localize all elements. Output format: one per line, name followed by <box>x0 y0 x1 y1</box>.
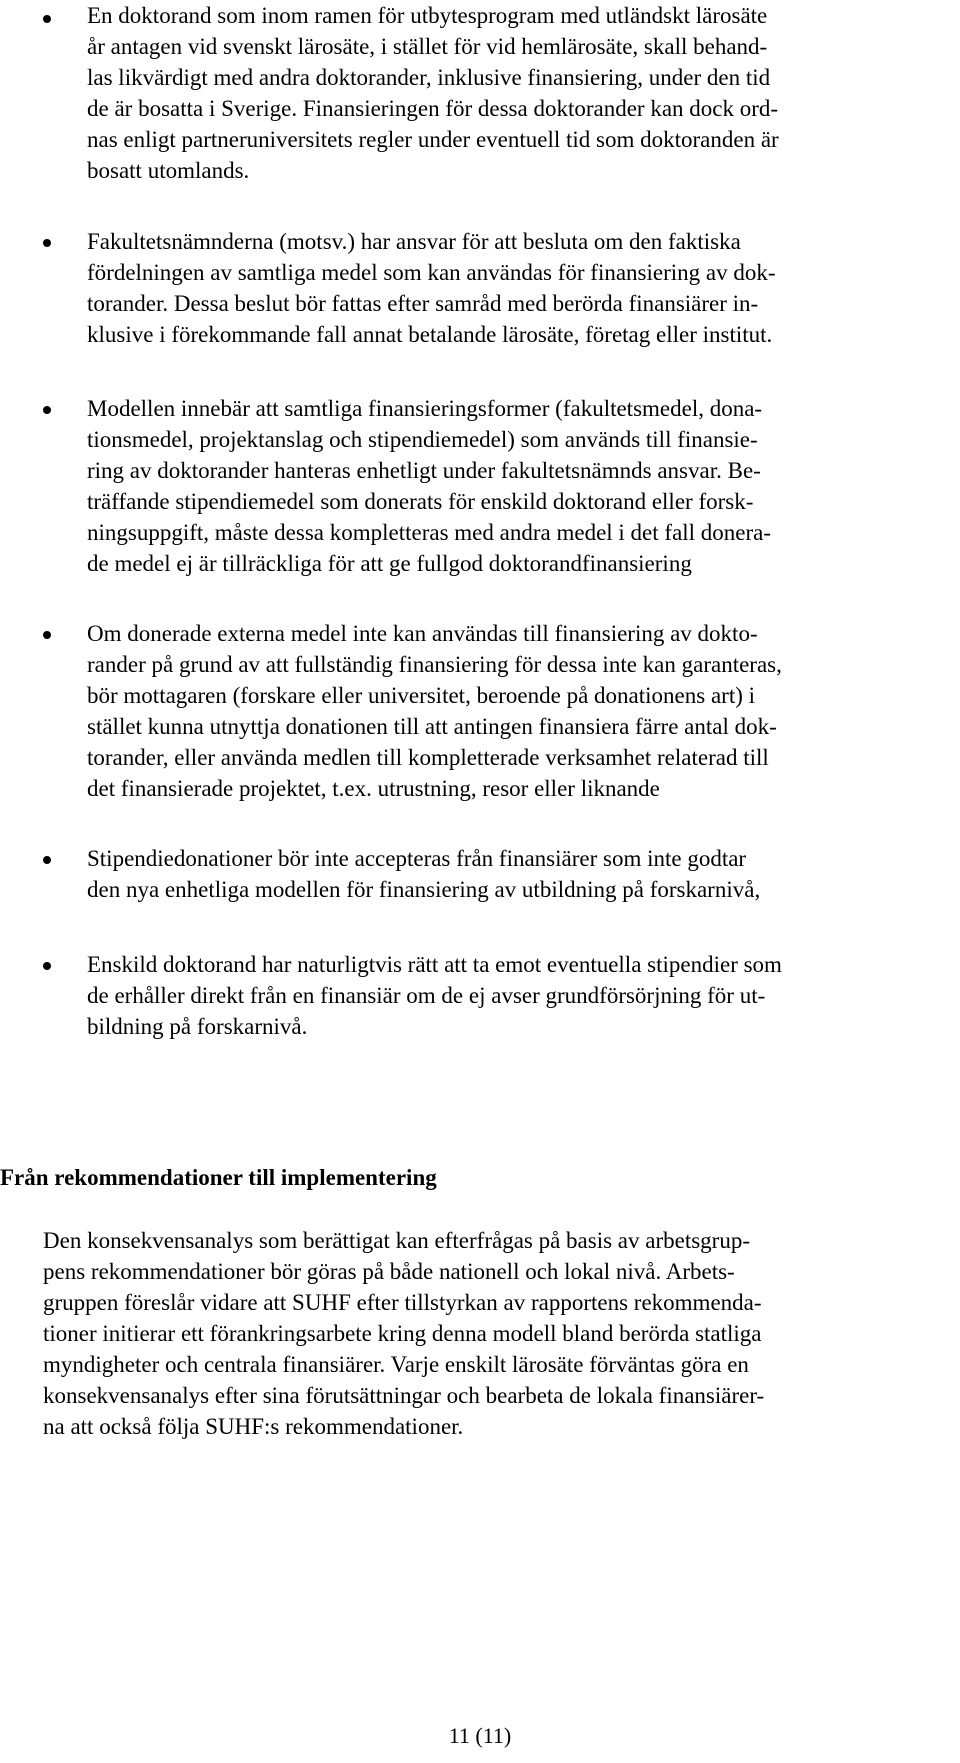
list-item-text: Modellen innebär att samtliga finansieringsformer (fakultetsmedel, dona- tionsmedel, projektanslag och stipendiemedel) som används till finansie- ring av doktorander hanteras enhetligt under fakultetsnämnds ansvar. Be- träffande stipendiemedel som donerats för enskild doktorand eller forsk- ningsuppgift, måste dessa kompletteras med andra medel i det fall donera- de medel ej är tillräckliga för att ge fullgod doktorandfinansiering <box>87 396 772 576</box>
bullet-dot-icon <box>43 962 51 970</box>
list-item-text: Enskild doktorand har naturligtvis rätt att ta emot eventuella stipendier som de erhåller direkt från en finansiär om de ej avser grundförsörjning för ut- bildning på forskarnivå. <box>87 952 782 1039</box>
section-body-paragraph: Den konsekvensanalys som berättigat kan efterfrågas på basis av arbetsgrup- pens rekommendationer bör göras på både nationell och lokal nivå. Arbets- gruppen föreslår vidare att SUHF efter tillstyrkan av rapportens rekommenda- tioner initierar ett förankringsarbete kring denna modell bland berörda statliga myndigheter och centrala finansiärer. Varje enskilt lärosäte förväntas göra en konsekvensanalys efter sina förutsättningar och bearbeta de lokala finansiärer- na att också följa SUHF:s rekommendationer. <box>43 1228 765 1439</box>
list-item-text: Fakultetsnämnderna (motsv.) har ansvar för att besluta om den faktiska fördelningen av samtliga medel som kan användas för finansiering av dok- torander. Dessa beslut bör fattas efter samråd med berörda finansiärer in- klusive i förekommande fall annat betalande lärosäte, företag eller institut. <box>87 229 776 347</box>
bullet-dot-icon <box>43 239 51 247</box>
list-item-text: En doktorand som inom ramen för utbytesprogram med utländskt lärosäte år antagen vid svenskt lärosäte, i stället för vid hemlärosäte, skall behand- las likvärdigt med andra doktorander, inklusive finansiering, under den tid de är bosatta i Sverige. Finansieringen för dessa doktorander kan dock ord- nas enligt partneruniversitets regler under eventuell tid som doktoranden är bosatt utomlands. <box>87 3 779 183</box>
bullet-dot-icon <box>43 406 51 414</box>
bullet-dot-icon <box>43 631 51 639</box>
list-item-text: Stipendiedonationer bör inte accepteras från finansiärer som inte godtar den nya enhetliga modellen för finansiering av utbildning på forskarnivå, <box>87 846 761 902</box>
bullet-dot-icon <box>43 856 51 864</box>
bullet-dot-icon <box>43 15 51 23</box>
page-number: 11 (11) <box>448 1723 512 1748</box>
section-heading: Från rekommendationer till implementering <box>0 1165 437 1190</box>
list-item-text: Om donerade externa medel inte kan användas till finansiering av dokto- rander på grund av att fullständig finansiering för dessa inte kan garanteras, bör mottagaren (forskare eller universitet, beroende på donationens art) i stället kunna utnyttja donationen till att antingen finansiera färre antal dok- torander, eller använda medlen till kompletterade verksamhet relaterad till det finansierade projektet, t.ex. utrustning, resor eller liknande <box>87 621 782 801</box>
